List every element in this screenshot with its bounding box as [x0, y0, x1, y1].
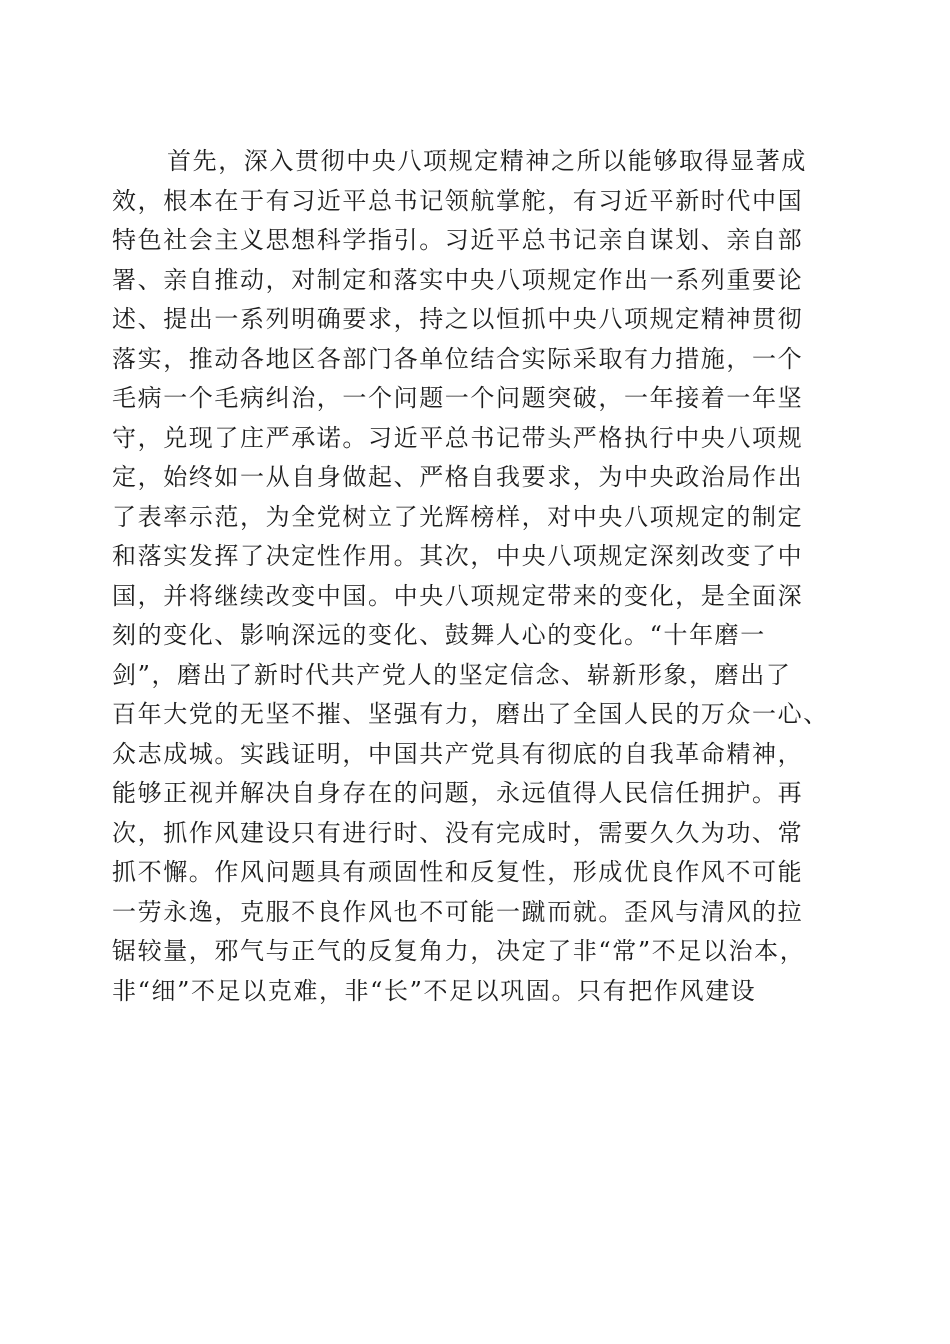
text-line: 能够正视并解决自身存在的问题，永远值得人民信任拥护。再: [112, 779, 804, 807]
text-line: 抓不懈。作风问题具有顽固性和反复性，形成优良作风不可能: [112, 858, 804, 886]
text-line: 次，抓作风建设只有进行时、没有完成时，需要久久为功、常: [112, 818, 804, 847]
text-line: 刻的变化、影响深远的变化、鼓舞人心的变化。“十年磨一: [112, 621, 766, 649]
text-line: 众志成城。实践证明，中国共产党具有彻底的自我革命精神，: [112, 739, 804, 768]
text-line: 首先，深入贯彻中央八项规定精神之所以能够取得显著成: [167, 147, 807, 175]
text-line: 剑”，磨出了新时代共产党人的坚定信念、崭新形象，磨出了: [112, 660, 792, 689]
text-line: 定，始终如一从自身做起、严格自我要求，为中央政治局作出: [112, 463, 804, 491]
text-line: 锯较量，邪气与正气的反复角力，决定了非“常”不足以治本，: [112, 937, 806, 965]
text-line: 和落实发挥了决定性作用。其次，中央八项规定深刻改变了中: [112, 542, 804, 570]
text-line: 国，并将继续改变中国。中央八项规定带来的变化，是全面深: [112, 581, 804, 610]
text-line: 一劳永逸，克服不良作风也不可能一蹴而就。歪风与清风的拉: [112, 897, 804, 926]
text-line: 特色社会主义思想科学指引。习近平总书记亲自谋划、亲自部: [112, 226, 804, 254]
text-line: 了表率示范，为全党树立了光辉榜样，对中央八项规定的制定: [112, 502, 804, 531]
text-line: 毛病一个毛病纠治，一个问题一个问题突破，一年接着一年坚: [112, 384, 804, 412]
text-line: 守，兑现了庄严承诺。习近平总书记带头严格执行中央八项规: [112, 423, 804, 452]
text-line: 述、提出一系列明确要求，持之以恒抓中央八项规定精神贯彻: [112, 305, 804, 333]
text-line: 百年大党的无坚不摧、坚强有力，磨出了全国人民的万众一心、: [112, 700, 829, 728]
text-line: 落实，推动各地区各部门各单位结合实际采取有力措施，一个: [112, 344, 804, 373]
text-line: 效，根本在于有习近平总书记领航掌舵，有习近平新时代中国: [112, 186, 804, 215]
body-paragraph: [112, 142, 842, 1011]
text-line: 署、亲自推动，对制定和落实中央八项规定作出一系列重要论: [112, 265, 804, 294]
text-line: 非“细”不足以克难，非“长”不足以巩固。只有把作风建设: [112, 976, 757, 1005]
